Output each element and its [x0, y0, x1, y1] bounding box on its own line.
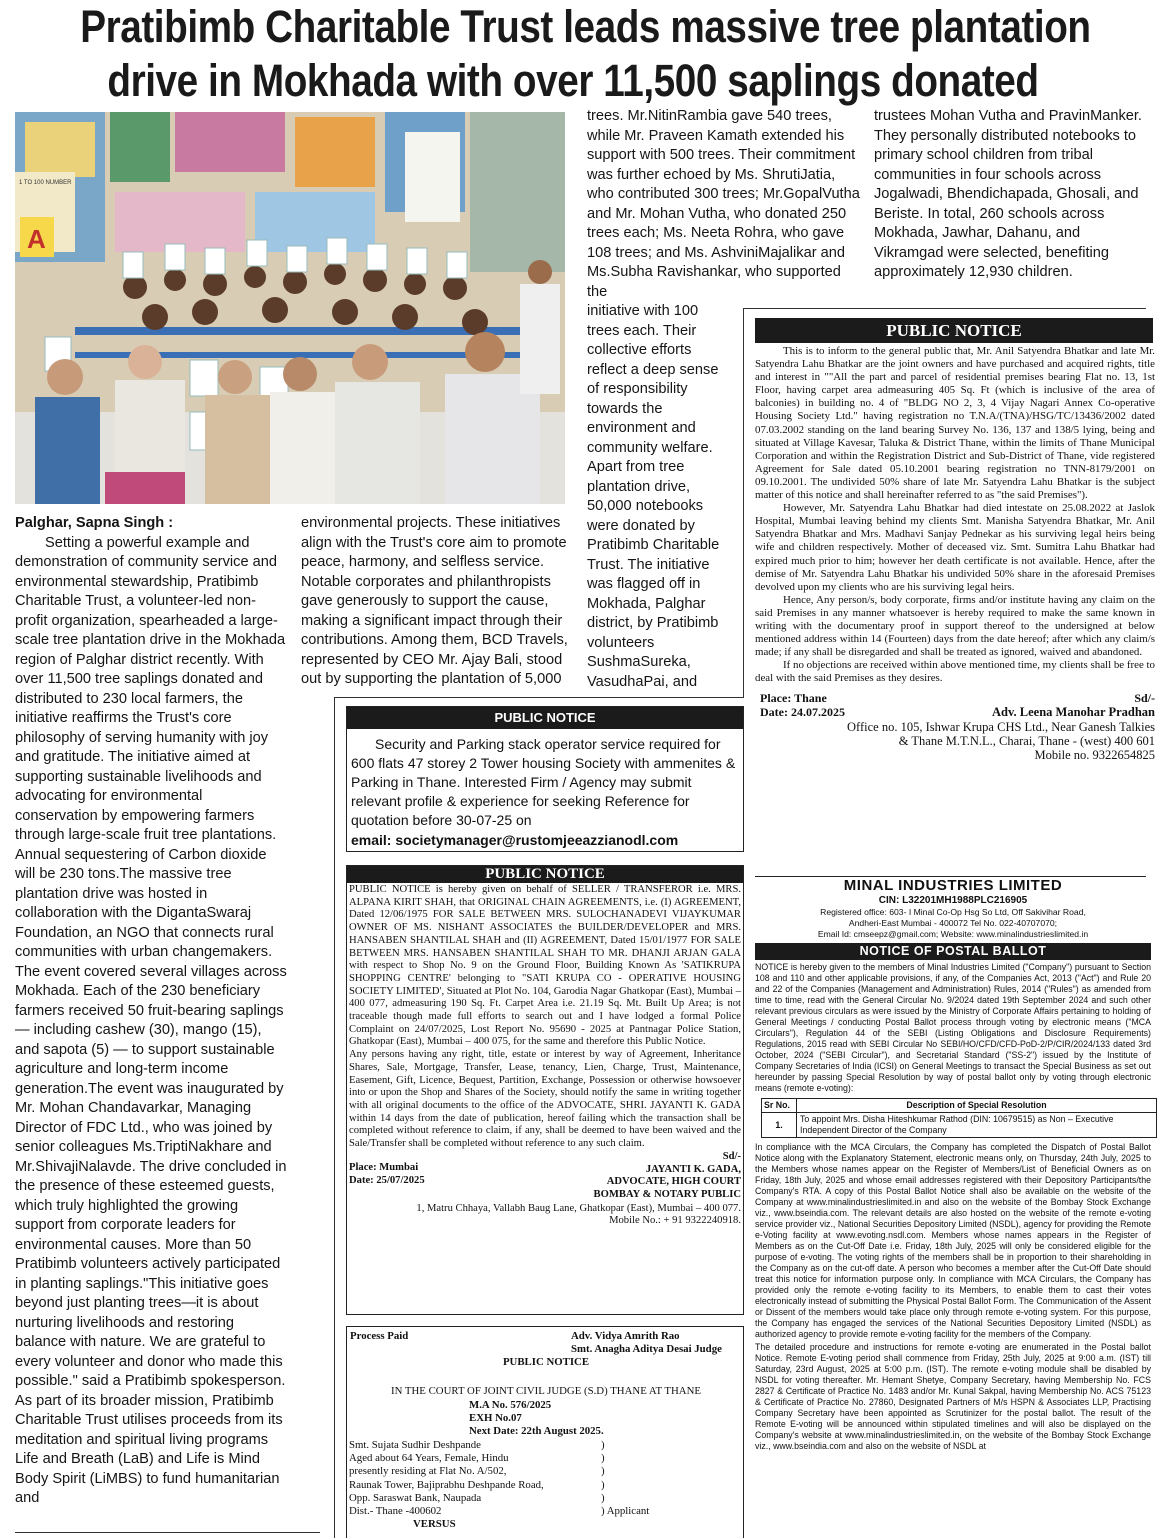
thane-notice-place: Place: Thane: [760, 691, 827, 706]
headline-line-2: drive in Mokhada with over 11,500 saplings donated: [107, 55, 1039, 106]
registered-office: Registered office: 603- I Minal Co-Op Hsg So Ltd, Off Sakivihar Road,: [820, 907, 1086, 917]
thane-notice-mobile: Mobile no. 9322654825: [1034, 748, 1155, 763]
court-process-paid: Process Paid: [350, 1330, 409, 1342]
court-ma-number: M.A No. 576/2025: [469, 1399, 552, 1411]
court-next-date: Next Date: 22th August 2025.: [469, 1425, 604, 1438]
court-versus: VERSUS: [413, 1518, 456, 1530]
shop-notice-title: PUBLIC NOTICE: [347, 866, 743, 883]
security-notice-body: Security and Parking stack operator service required for 600 flats 47 storey 2 Tower housing Society with ammenites & Parking in Thane. Interested Firm / Agency may submit relevant profile & experience for seeking Reference for quotation before 30-07-25 on: [351, 736, 736, 828]
table-cell-description: To appoint Mrs. Disha Hiteshkumar Rathod (DIN: 10679515) as Non – Executive Independent Director of the Company: [797, 1113, 1157, 1138]
byline: Palghar, Sapna Singh :: [15, 515, 174, 531]
shop-notice-signer-title-2: BOMBAY & NOTARY PUBLIC: [593, 1188, 741, 1200]
shop-notice-address: 1, Matru Chhaya, Vallabh Baug Lane, Ghatkopar (East), Mumbai – 400 077.: [416, 1202, 741, 1214]
postal-ballot-para3: The detailed procedure and instructions for remote e-voting are enumerated in the Postal ballot Notice. Remote E-voting period shall commence from Friday, 25th July, 2025 at 9:00 a.m. (IST) till Saturday, 23rd August, 2025 at 5:00 p.m. (IST). The remote e-voting module shall be disabled by NSDL for voting thereafter. Mr. Hemant Shetye, Company Secretary, having Membership No. FCS 2827 & Certificate of Practice No. 1483 and/or Mr. Kunal Sakpal, having Membership No. ACS 75123 & Certificate of Practice No. 27860, Designated Partners of M/s HSPN & Associates LLP, Practising Company Secretary have been appointed as Scrutinizer for the postal ballot. The result of the Remote E-voting will be announced within stipulated timelines and will also be displayed on the Company's website at www.minalindustrieslimited.in, on the website of the Bombay Stock Exchange viz., www.bseindia.com and also on the website of NSDL at: [755, 1342, 1151, 1451]
applicant-details: [349, 1439, 544, 1518]
applicant-line: Dist.- Thane -400602: [349, 1505, 442, 1518]
thane-notice-para1: This is to inform to the general public that, Mr. Anil Satyendra Bhatkar and late Mr. Satyendra Lahu Bhatkar are the joint owners and have purchased and acquired rights, title and interest in ""All the part and parcel of residential premises bearing Flat no. 13, 1st Floor, having carpet area admeasuring 405 Sq. Ft (which is inclusive of the area of balconies) in building no. 4 of "BLDG NO 2, 3, 4 Vijay Nagari Annex Co-operative Housing Society Ltd." having registration no T.N.A/(TNA)/HSG/TC/13436/2002 dated 07.03.2002 standing on the land bearing Survey No. 136, 137 and 138/5 lying, being and situated at Village Kavesar, Taluka & District Thane, within the limits of Thane Municipal Corporation and within the Registration District and Sub-District of Thane, vide registered Agreement for Sale dated 05.10.2001 bearing registration no TNN-8179/2001 on 09.10.2001. The undivided 50% share of late Mr. Satyendra Lahu Bhatkar is the subject matter of this notice and shall hereinafter referred to as "the said Premises").: [755, 345, 1155, 502]
article-body-col3-top: trees. Mr.NitinRambia gave 540 trees, while Mr. Praveen Kamath extended his support with 500 trees. Their commitment was further echoed by Ms. ShrutiJatia, who contributed 300 trees; Mr.GopalVutha and Mr. Mohan Vutha, who donated 250 trees each; Ms. Neeta Rohra, who gave 108 trees; and Ms. AshviniMajalikar and Ms.Subha Ravishankar, who supported the: [587, 108, 860, 300]
shop-notice-sd: Sd/-: [722, 1150, 741, 1162]
shop-notice-place: Place: Mumbai: [349, 1161, 419, 1173]
shop-public-notice: [346, 865, 744, 1315]
thane-notice-title: PUBLIC NOTICE: [755, 318, 1153, 343]
table-cell-sr: 1.: [762, 1113, 797, 1138]
article-column-4: [874, 107, 1142, 283]
bracket-column: ) ) ) ) ): [601, 1439, 605, 1504]
article-body-col4: trustees Mohan Vutha and PravinManker. They personally distributed notebooks to primary school children from tribal communities in four schools across Jogalwadi, Bhendichapada, Ghosali, and Beriste. In total, 260 schools across Mokhada, Jawhar, Dahanu, and Vikramgad were selected, benefiting approximately 12,930 children.: [874, 108, 1142, 280]
table-header-description: Description of Special Resolution: [797, 1099, 1157, 1113]
postal-ballot-para1: NOTICE is hereby given to the members of Minal Industries Limited ("Company") pursuant to Section 108 and 110 and other applicable provisions, if any, of the Companies Act, 2013 ("Act") and Rule 20 and 22 of the Companies (Management and Administration) Rules, 2014 ("Rules") as amended from time to time, read with the General Circular No. 9/2024 dated 19th September 2024 and such other relevant previous circulars as were issued by the Ministry of Corporate Affairs pertaining to holding of General Meetings / conducting Postal Ballot process through voting by electronic means ("MCA Circulars"), Regulation 44 of the SEBI (Listing Obligations and Disclosure Requirements) Regulations, 2015 read with SEBI Circular No SEBI/HO/CFD/CFD-PoD-2/P/CIR/2024/133 dated 3rd October, 2024 ("SEBI Circular"), and Secretarial Standard ("SS-2") issued by the Institute of Company Secretaries of India (ICSI) on General Meetings to transact the Special Business as set out hereunder by passing Special Resolution by way of postal ballot only by voting through electronic means (remote e-voting):: [755, 962, 1151, 1093]
divider-line: [15, 1532, 320, 1533]
classroom-scene: [15, 112, 565, 504]
shop-notice-mobile: Mobile No.: + 91 9322240918.: [609, 1215, 741, 1227]
shop-notice-date: Date: 25/07/2025: [349, 1174, 425, 1186]
article-body-col3-narrow: initiative with 100 trees each. Their collective efforts reflect a deep sense of responsibility towards the environment and community welfare. Apart from tree plantation drive, 50,000 notebooks were donated by Pratibimb Charitable Trust. The initiative was flagged off in Mokhada, Palghar district, by Pratibimb volunteers SushmaSureka, VasudhaPai, and: [587, 303, 720, 690]
thane-notice-sd: Sd/-: [1134, 691, 1155, 706]
thane-notice-advocate: Adv. Leena Manohar Pradhan: [992, 705, 1155, 720]
applicant-label: ) Applicant: [601, 1505, 650, 1517]
court-public-notice: [346, 1326, 744, 1538]
shop-notice-para1: PUBLIC NOTICE is hereby given on behalf of SELLER / TRANSFEROR i.e. MRS. ALPANA KIRIT SHAH, that ORIGINAL CHAIN AGREEMENTS, i.e. (I) AGREEMENT, Dated 12/06/1975 FOR SALE BETWEEN MRS. SULOCHANADEVI VIJAYKUMAR OWNER OF MS. NISHANT ASSOCIATES the BUILDER/DEVELOPER and MRS. HANSABEN SHANTILAL SHAH and (II) AGREEMENT, Dated 15/01/1977 FOR SALE BETWEEN MRS. HANSABEN SHANTILAL SHAH TO MR. DHANJI ARJAN GALA with respect to Shop No. 9 on the Ground Floor, Building Known As 'SATIKRUPA SHOPPING CENTRE' belonging to "SATI KRUPA CO - OPERATIVE HOUSING SOCIETY LIMITED', Situated at Plot No. 104, Garodia Nagar Ghatkopar (East), Mumbai – 400 077, admeasuring 190 Sq. Ft. Carpet Area i.e. 21.19 Sq. Mt. Built Up Area; is not traceable though made full efforts to search out and I have lodged a formal Police Complaint on 24/07/2025, Lost Report No. 95690 - 2025 at Pantnagar Police Station, Ghatkopar (East), Mumbai – 400 075, for the same and therefore this Public Notice.: [349, 884, 741, 1048]
thane-notice-para3: Hence, Any person/s, body corporate, firms and/or institute having any claim on the said Premises in any manner whatsoever is hereby required to make the same known in writing with the documentary proof in support thereof to the undersigned at below mentioned address within 14 (Fourteen) days from the date hereof; after which any claim/s made; if any shall be disregarded and shall be treated as ignored, waived and abandoned.: [755, 593, 1155, 659]
article-column-2: [301, 514, 571, 690]
registered-office-2: Andheri-East Mumbai - 400072 Tel No. 022-40707070;: [848, 918, 1058, 928]
resolution-table: [761, 1098, 1157, 1138]
thane-public-notice: [755, 318, 1155, 870]
table-header-sr: Sr No.: [762, 1099, 797, 1113]
divider-line: [334, 697, 335, 1538]
thane-notice-date: Date: 24.07.2025: [760, 705, 845, 720]
thane-notice-para2: However, Mr. Satyendra Lahu Bhatkar had died intestate on 25.08.2022 at Jaslok Hospital, Mumbai leaving behind my clients Smt. Manisha Satyendra Bhatkar, Mr. Anil Satyendra Bhatkar and Mrs. Madhavi Sanjay Pednekar as his surviving legal heirs being wife and children respectively. Mother of deceased viz. Smt. Sumitra Lahu Bhatkar had expired much prior to him; however her death certificate is not available. Hence, after the demise of Mr. Satyendra Lahu Bhatkar his undivided 50% share in the aforesaid Premises devolved upon my clients who are his surviving legal heirs.: [755, 502, 1155, 593]
court-advocate: Adv. Vidya Amrith Rao: [571, 1330, 680, 1342]
shop-notice-signer-title: ADVOCATE, HIGH COURT: [606, 1176, 741, 1188]
article-photo: [15, 112, 565, 504]
thane-notice-office: Office no. 105, Ishwar Krupa CHS Ltd., Near Ganesh Talkies: [847, 720, 1155, 735]
security-notice-title: PUBLIC NOTICE: [347, 707, 743, 729]
thane-notice-para4: If no objections are received within above mentioned time, my clients shall be free to deal with the said Premises as they desires.: [755, 659, 1155, 685]
article-column-1: [15, 514, 287, 1509]
chart-letter-a: A: [27, 224, 46, 254]
applicant-line: presently residing at Flat No. A/502,: [349, 1465, 507, 1478]
divider-line: [743, 308, 1146, 309]
shop-notice-signer: JAYANTI K. GADA,: [645, 1163, 741, 1175]
shop-notice-para2: Any persons having any right, title, estate or interest by way of Agreement, Inheritance Shares, Sale, Mortgage, Transfer, Lease, tenancy, Lien, Charge, Trust, Maintenance, Easement, Gift, Licence, Bequest, Partition, Exchange, Possession or otherwise howsoever into or upon the Shop and Shares of the Society, should notify the same in writing together with all original documents to the office of the ADVOCATE, SHRI. JAYANTI K. GADA within 14 days from the date of publication, hereof failing which the transaction shall be completed without reference to claim, if any, shall be deemed to have been waived and the Sale/Transfer shall be completed without reference to any such claim.: [349, 1049, 741, 1150]
company-email-website: Email Id: cmseepz@gmail.com; Website: www.minalindustrieslimited.in: [817, 929, 1089, 939]
security-notice: [346, 706, 744, 852]
company-cin: CIN: L32201MH1988PLC216905: [878, 895, 1028, 906]
chart-label-numbers: 1 TO 100 NUMBER: [19, 180, 72, 186]
court-notice-title: PUBLIC NOTICE: [502, 1356, 590, 1368]
applicant-line: Aged about 64 Years, Female, Hindu: [349, 1452, 509, 1465]
security-notice-email: email: societymanager@rustomjeeazzianodl.com: [351, 832, 679, 848]
article-body-col2: environmental projects. These initiatives align with the Trust's core aim to promote peace, harmony, and selfless service. Notable corporates and philanthropists gave generously to support the cause, making a significant impact through their contributions. Among them, BCD Travels, represented by CEO Mr. Ajay Bali, stood out by supporting the plantation of 5,000: [301, 515, 568, 687]
applicant-line: Raunak Tower, Bajiprabhu Deshpande Road,: [349, 1478, 544, 1491]
postal-ballot-para2: In compliance with the MCA Circulars, the Company has completed the Dispatch of Postal Ballot Notice along with the Explanatory Statement, electronic means only, on Thursday, 24th July, 2025 to the Members whose names appear on the Register of Members/List of Beneficial Owners as on Friday, 18th July, 2025 and whose email addresses registered with their Depository Participants/the Company's RTA. A copy of this Postal Ballot Notice shall also be available on the website of the Company at www.minalindustrieslimited.in and also on the website of the Bombay Stock Exchange viz., www.bseindia.com. The relevant details are also hosted on the website of the remote e-voting service provider viz., National Securities Depository Limited (NSDL), agency for providing the Remote e-Voting facility at www.evoting.nsdl.com. Members whose names appears in the Register of Members as on the Cut-Off Date i.e. Friday, 18th July, 2025 will only be considered eligible for the purpose of e-voting. The voting rights of the members shall be in proportion to their shareholding in the Company as on the cut-off date. A person who becomes a member after the Cut-Off Date should treat this notice for information purpose only. In compliance with MCA Circulars, the Company has provided only the remote e-voting facility to its Members, to enable them to cast their votes electronically instead of submitting the Physical Postal Ballot Form. The Communication of the Assent or Dissent of the members would take place only through remote e-voting system. For this purpose, the Company has engaged the services of the National Securities Depository Limited (NSDL) as authorized agency to provide remote e-voting facility for the members of the Company.: [755, 1142, 1151, 1339]
headline: [80, 0, 1091, 108]
divider-line: [743, 308, 744, 698]
applicant-line: Smt. Sujata Sudhir Deshpande: [349, 1439, 481, 1451]
court-name: IN THE COURT OF JOINT CIVIL JUDGE (S.D) THANE AT THANE: [391, 1385, 701, 1397]
court-judge: Smt. Anagha Aditya Desai Judge: [571, 1343, 722, 1356]
company-name: MINAL INDUSTRIES LIMITED: [843, 877, 1063, 894]
divider-line: [334, 697, 744, 698]
article-body-col1: Setting a powerful example and demonstration of community service and environmental stewardship, Pratibimb Charitable Trust, a volunteer-led non-profit organization, spearheaded a large-scale tree plantation drive in the Mokhada region of Palghar district recently. With over 11,500 tree saplings donated and distributed to 230 local farmers, the initiative reaffirms the Trust's core philosophy of serving humanity with joy and gratitude. The initiative aimed at supporting sustainable livelihoods and advocating for environmental conservation by empowering farmers through large-scale fruit tree plantations. Annual sequestering of Carbon dioxide will be 230 tons.The massive tree plantation drive was hosted in collaboration with the DigantaSwaraj Foundation, an NGO that connects rural communities with urban changemakers. The event covered several villages across Mokhada. Each of the 230 beneficiary farmers received 50 fruit-bearing saplings — including cashew (30), mango (15), and sapota (5) — to support sustainable agriculture and long-term income generation.The event was inaugurated by Mr. Mohan Chandavarkar, Managing Director of FDC Ltd., who was joined by senior colleagues Ms.TriptiNakhare and Mr.ShivajiNalavde. The drive concluded in the presence of these esteemed guests, which truly highlighted the growing support from corporate leaders for environmental causes. More than 50 Pratibimb volunteers actively participated in planting saplings."This initiative goes beyond just planting trees—it is about nurturing livelihoods and restoring balance with nature. We are grateful to every volunteer and donor who made this possible." said a Pratibimb spokesperson. As part of its broader mission, Pratibimb Charitable Trust utilises proceeds from its meditation and spiritual living programs Life and Breath (LaB) and Life is Mind Body Spirit (LiMBS) to fund humanitarian and: [15, 534, 287, 1506]
minal-postal-ballot-notice: [755, 876, 1151, 1539]
thane-notice-office-2: & Thane M.T.N.L., Charai, Thane - (west) 400 601: [898, 734, 1155, 749]
court-exh-number: EXH No.07: [469, 1412, 522, 1425]
postal-ballot-bar: NOTICE OF POSTAL BALLOT: [755, 943, 1151, 960]
headline-line-1: Pratibimb Charitable Trust leads massive tree plantation: [80, 1, 1091, 52]
applicant-line: Opp. Saraswat Bank, Naupada: [349, 1491, 482, 1504]
